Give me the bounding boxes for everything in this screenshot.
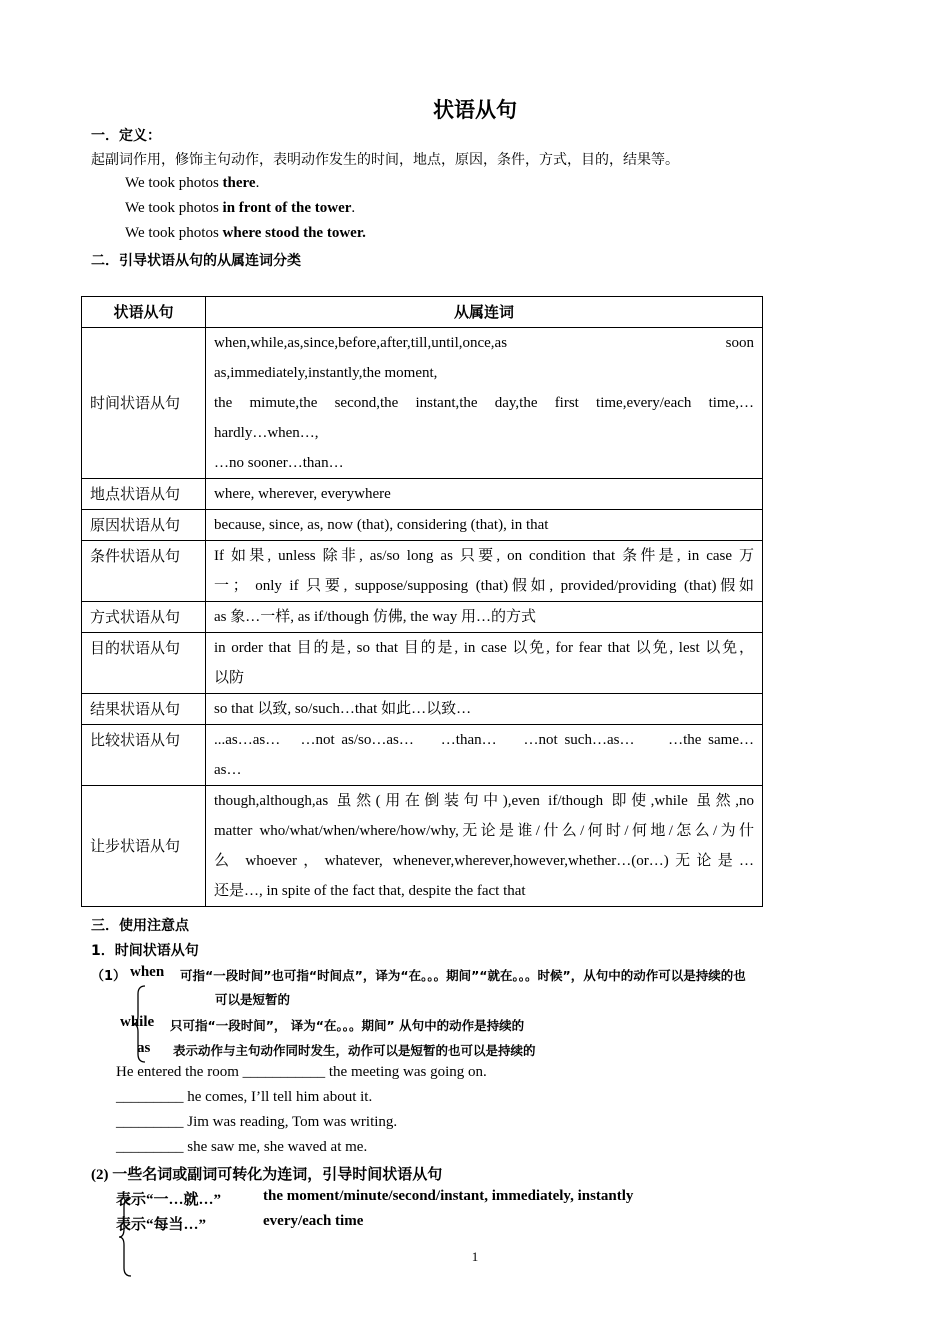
- clause-type: 让步状语从句: [82, 786, 206, 907]
- left-brace-icon: [117, 1196, 135, 1278]
- when-word: when: [130, 964, 165, 980]
- when-description-cont: 可以是短暂的: [215, 992, 291, 1007]
- conjunction-list: when,while,as,since,before,after,till,until,once,as soon as,immediately,instantly,the moment, the mimute,the second,the instant,the day,the first time,every/each time,… hardly…when…, …no sooner…than…: [206, 328, 763, 479]
- table-row: [82, 479, 763, 510]
- table-row: [82, 633, 763, 694]
- table-header-cell: 状语从句: [82, 297, 206, 328]
- exercise-sentence: He entered the room ___________ the meeting was going on.: [116, 1064, 487, 1080]
- exercise-sentence: _________ she saw me, she waved at me.: [116, 1139, 368, 1155]
- example-sentence-1: We took photos there.: [125, 175, 260, 191]
- conjunction-list: in order that 目的是, so that 目的是, in case 以免, for fear that 以免, lest 以免， 以防: [206, 633, 763, 694]
- clause-type: 原因状语从句: [82, 510, 206, 541]
- as-description: 表示动作与主句动作同时发生，动作可以是短暂的也可以是持续的: [173, 1043, 536, 1058]
- clause-type: 条件状语从句: [82, 541, 206, 602]
- exercise-sentence: _________ he comes, I’ll tell him about it.: [116, 1089, 373, 1105]
- conjunction-list: though,although,as 虽然(用在倒装句中),even if/though 即使,while 虽然,no matter who/what/when/where/how/why,无论是谁/什么/何时/何地/怎么/为什 么 whoever，whatever, whenever,wherever,however,whether…(or…)无论是… 还是…, in spite of the fact that, despite the fact that: [206, 786, 763, 907]
- table-row: [82, 786, 763, 907]
- section1-heading: 一．定义：: [91, 128, 161, 144]
- clause-type: 时间状语从句: [82, 328, 206, 479]
- noun-conj-words: the moment/minute/second/instant, immediately, instantly: [263, 1188, 634, 1204]
- while-description: 只可指“一段时间”， 译为“在。。。期间” 从句中的动作是持续的: [170, 1018, 525, 1033]
- section3-heading: 三．使用注意点: [91, 918, 189, 934]
- page-title: 状语从句: [433, 98, 517, 122]
- example-sentence-3: We took photos where stood the tower.: [125, 225, 366, 241]
- table-header-cell: 从属连词: [206, 297, 763, 328]
- clause-type: 结果状语从句: [82, 694, 206, 725]
- conjunction-table: [81, 296, 763, 907]
- page-number: 1: [471, 1249, 479, 1264]
- conjunction-list: because, since, as, now (that), considering (that), in that: [206, 510, 763, 541]
- item1-label: （1）: [91, 969, 127, 984]
- conjunction-list: where, wherever, everywhere: [206, 479, 763, 510]
- exercise-sentence: _________ Jim was reading, Tom was writing.: [116, 1114, 398, 1130]
- while-word: while: [120, 1014, 155, 1030]
- noun-conj-label: 表示“一…就…”: [116, 1192, 222, 1208]
- item2-heading: (2) 一些名词或副词可转化为连词，引导时间状语从句: [91, 1167, 443, 1183]
- table-row: [82, 694, 763, 725]
- conjunction-list: as 象…一样, as if/though 仿佛, the way 用…的方式: [206, 602, 763, 633]
- clause-type: 比较状语从句: [82, 725, 206, 786]
- example-sentence-2: We took photos in front of the tower.: [125, 200, 356, 216]
- conjunction-list: so that 以致, so/such…that 如此…以致…: [206, 694, 763, 725]
- section3-sub1: 1．时间状语从句: [91, 943, 199, 959]
- definition-text: 起副词作用，修饰主句动作，表明动作发生的时间，地点，原因，条件，方式，目的，结果等。: [91, 152, 679, 168]
- clause-type: 地点状语从句: [82, 479, 206, 510]
- conjunction-list: If 如果, unless 除非, as/so long as 只要, on condition that 条件是, in case 万 一； only if 只要, suppose/supposing (that)假如, provided/providing (that)假如: [206, 541, 763, 602]
- when-description: 可指“一段时间”也可指“时间点”，译为“在。。。期间”“就在。。。时候”，从句中的动作可以是持续的也: [180, 968, 746, 983]
- table-row: [82, 541, 763, 602]
- table-row: [82, 725, 763, 786]
- clause-type: 目的状语从句: [82, 633, 206, 694]
- table-row: [82, 328, 763, 479]
- as-word: as: [137, 1040, 151, 1056]
- noun-conj-words: every/each time: [263, 1213, 364, 1229]
- section2-heading: 二．引导状语从句的从属连词分类: [91, 253, 301, 269]
- table-row: [82, 510, 763, 541]
- conjunction-list: ...as…as… …not as/so…as… …than… …not such…as… …the same… as…: [206, 725, 763, 786]
- table-header-row: [82, 297, 763, 328]
- clause-type: 方式状语从句: [82, 602, 206, 633]
- noun-conj-label: 表示“每当…”: [116, 1217, 207, 1233]
- table-row: [82, 602, 763, 633]
